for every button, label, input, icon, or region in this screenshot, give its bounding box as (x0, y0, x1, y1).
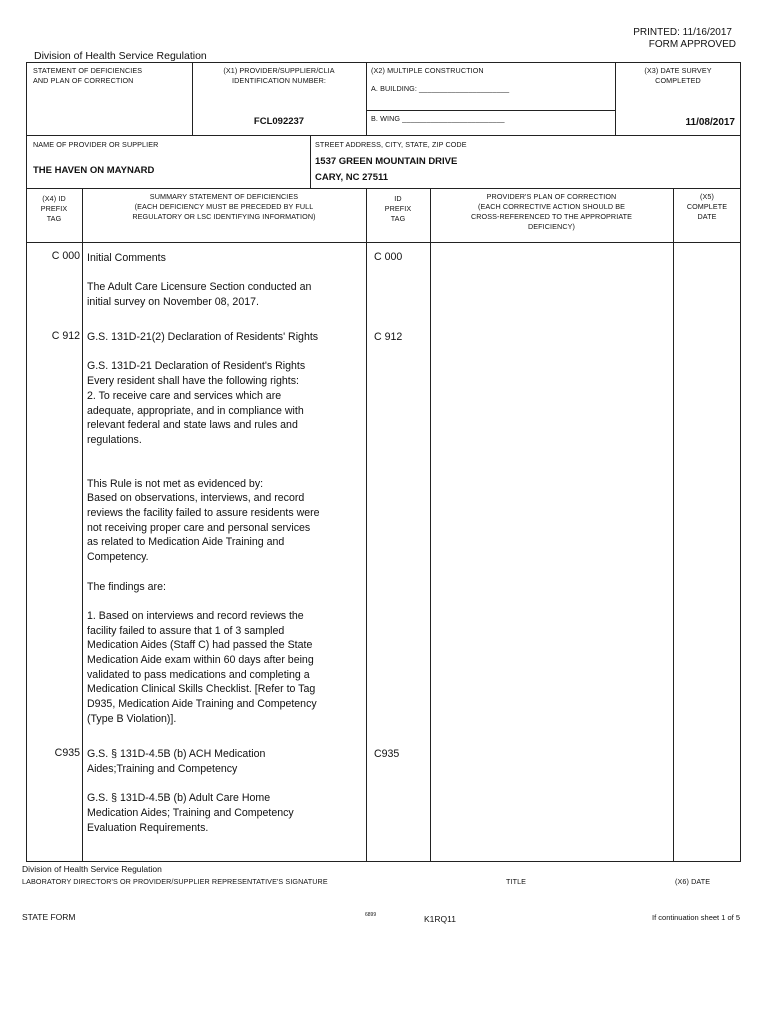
x6-date-label: (X6) DATE (675, 877, 711, 886)
x5-header: (X5) COMPLETE DATE (686, 192, 728, 221)
tag-c000-id: C 000 (374, 251, 403, 263)
continuation-sheet: If continuation sheet 1 of 5 (652, 913, 740, 922)
divider (26, 135, 741, 136)
divider (26, 242, 741, 243)
summary-header: SUMMARY STATEMENT OF DEFICIENCIES (EACH DEFICIENCY MUST BE PRECEDED BY FULL REGULATORY OR LSC IDENTIFYING INFORMATION) (132, 192, 316, 221)
state-form-label: STATE FORM (22, 912, 76, 922)
x3-label: (X3) DATE SURVEY COMPLETED (644, 66, 712, 85)
divider (366, 62, 367, 135)
x1-value: FCL092237 (253, 116, 305, 127)
provider-name: THE HAVEN ON MAYNARD (33, 165, 155, 176)
divider (366, 110, 615, 111)
x4-header: (X4) ID PREFIX TAG (40, 194, 68, 223)
footer-agency: Division of Health Service Regulation (22, 864, 162, 874)
address-line-1: 1537 GREEN MOUNTAIN DRIVE (315, 156, 458, 167)
address-label: STREET ADDRESS, CITY, STATE, ZIP CODE (315, 140, 467, 149)
plan-header: PROVIDER'S PLAN OF CORRECTION (EACH CORRECTIVE ACTION SHOULD BE CROSS-REFERENCED TO THE APPROPRIATE DEFICIENCY) (470, 192, 633, 231)
printed-date: PRINTED: 11/16/2017 (633, 27, 732, 38)
title-label: TITLE (506, 877, 527, 886)
tag-c935: C935 (54, 747, 80, 759)
tag-c912: C 912 (51, 330, 80, 342)
tag-c912-id: C 912 (374, 331, 403, 343)
agency-title: Division of Health Service Regulation (34, 50, 207, 62)
divider (26, 188, 741, 189)
c000-block: Initial Comments The Adult Care Licensure Section conducted an initial survey on November 08, 2017. (87, 252, 312, 309)
divider (310, 135, 311, 188)
c912-block: G.S. 131D-21(2) Declaration of Residents' Rights G.S. 131D-21 Declaration of Resident's Rights Every resident shall have the following rights: 2. To receive care and services which are adequate, appropriate, and in compliance with relevant federal and state laws and rules and regulations. This Rule is not met as evidenced by: Based on observations, interviews, and record reviews the facility failed to assure residents were not receiving proper care and personal services as related to Medication Aide Training and Competency. The findings are: 1. Based on interviews and record reviews the facility failed to assure that 1 of 3 sampled Medication Aides (Staff C) had passed the State Medication Aide exam within 60 days after being validated to pass medications and completing a Medication Clinical Skills Checklist. [Refer to Tag D935, Medication Aide Training and Competency (Type B Violation)]. (87, 331, 320, 725)
id-header: ID PREFIX TAG (384, 194, 412, 223)
form-number: 6899 (365, 912, 377, 918)
event-id: K1RQ11 (424, 914, 456, 924)
address-line-2: CARY, NC 27511 (315, 172, 389, 183)
x3-value: 11/08/2017 (685, 117, 735, 128)
c935-block: G.S. § 131D-4.5B (b) ACH Medication Aides;Training and Competency G.S. § 131D-4.5B (b) Adult Care Home Medication Aides; Training and Competency Evaluation Requirements. (87, 748, 294, 834)
provider-label: NAME OF PROVIDER OR SUPPLIER (33, 140, 159, 149)
x2-label: (X2) MULTIPLE CONSTRUCTION (371, 66, 484, 75)
divider (673, 188, 674, 862)
divider (82, 188, 83, 862)
divider (366, 188, 367, 862)
tag-c000: C 000 (51, 250, 80, 262)
statement-label: STATEMENT OF DEFICIENCIES AND PLAN OF CORRECTION (33, 66, 143, 85)
x1-label: (X1) PROVIDER/SUPPLIER/CLIA IDENTIFICATION NUMBER: (223, 66, 335, 85)
signature-label: LABORATORY DIRECTOR'S OR PROVIDER/SUPPLIER REPRESENTATIVE'S SIGNATURE (22, 877, 328, 886)
tag-c935-id: C935 (374, 748, 400, 760)
divider (430, 188, 431, 862)
form-approved: FORM APPROVED (648, 39, 736, 50)
building-label: A. BUILDING: ______________________ (371, 84, 510, 93)
wing-label: B. WING _________________________ (371, 114, 505, 123)
